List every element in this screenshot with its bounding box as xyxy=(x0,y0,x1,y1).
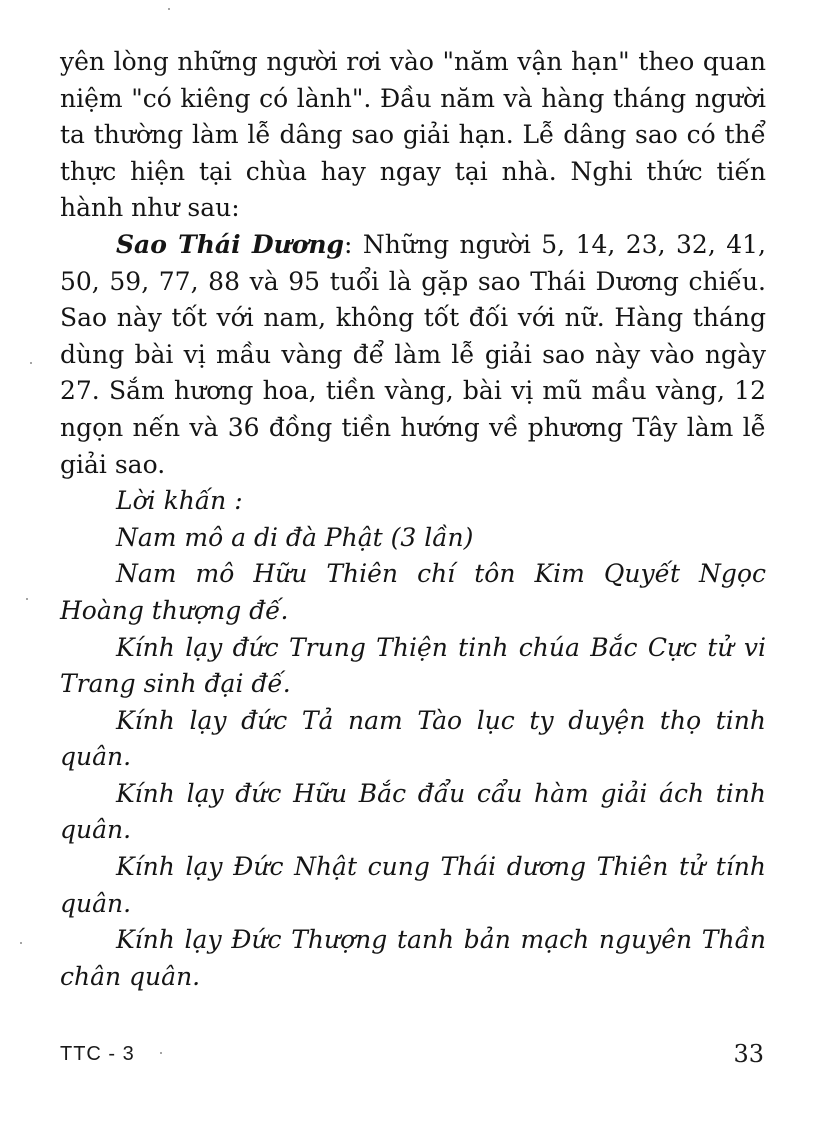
star-description: : Những người 5, 14, 23, 32, 41, 50, 59, 77, 88 và 95 tuổi là gặp sao Thái Dương chiếu. Sao này tốt với nam, không tốt đối với nữ. Hàng tháng dùng bài vị mầu vàng để làm lễ giải sao này vào ngày 27. Sắm hương hoa, tiền vàng, bài vị mũ mầu vàng, 12 ngọn nến và 36 đồng tiền hướng về phương Tây làm lễ giải sao. xyxy=(60,229,766,479)
scan-speck xyxy=(30,362,32,364)
star-paragraph xyxy=(60,227,766,483)
scan-speck xyxy=(26,598,28,600)
scan-speck xyxy=(168,8,170,10)
page-number: 33 xyxy=(733,1040,764,1068)
prayer-line: Kính lạy đức Hữu Bắc đẩu cẩu hàm giải ách tinh quân. xyxy=(60,778,766,845)
prayer-label: Lời khấn : xyxy=(116,486,243,516)
star-heading: Sao Thái Dương xyxy=(116,229,345,259)
footer-signature: TTC - 3 xyxy=(60,1043,135,1065)
page-text xyxy=(60,44,766,995)
prayer-line: Kính lạy Đức Thượng tanh bản mạch nguyên Thần chân quân. xyxy=(60,925,766,991)
prayer-line: Kính lạy Đức Nhật cung Thái dương Thiên tử tính quân. xyxy=(60,852,766,918)
intro-paragraph: yên lòng những người rơi vào "năm vận hạn" theo quan niệm "có kiêng có lành". Đầu năm và hàng tháng người ta thường làm lễ dâng sao giải hạn. Lễ dâng sao có thể thực hiện tại chùa hay ngay tại nhà. Nghi thức tiến hành như sau: xyxy=(60,47,766,223)
scan-speck xyxy=(20,942,22,944)
scan-speck xyxy=(160,1052,162,1054)
prayer-line: Nam mô Hữu Thiên chí tôn Kim Quyết Ngọc Hoàng thượng đế. xyxy=(60,559,766,625)
prayer-line: Nam mô a di đà Phật (3 lần) xyxy=(116,522,474,552)
prayer-line: Kính lạy đức Trung Thiện tinh chúa Bắc Cực tử vi Trang sinh đại đế. xyxy=(60,632,766,699)
prayer-line: Kính lạy đức Tả nam Tào lục ty duyện thọ tinh quân. xyxy=(60,705,766,772)
